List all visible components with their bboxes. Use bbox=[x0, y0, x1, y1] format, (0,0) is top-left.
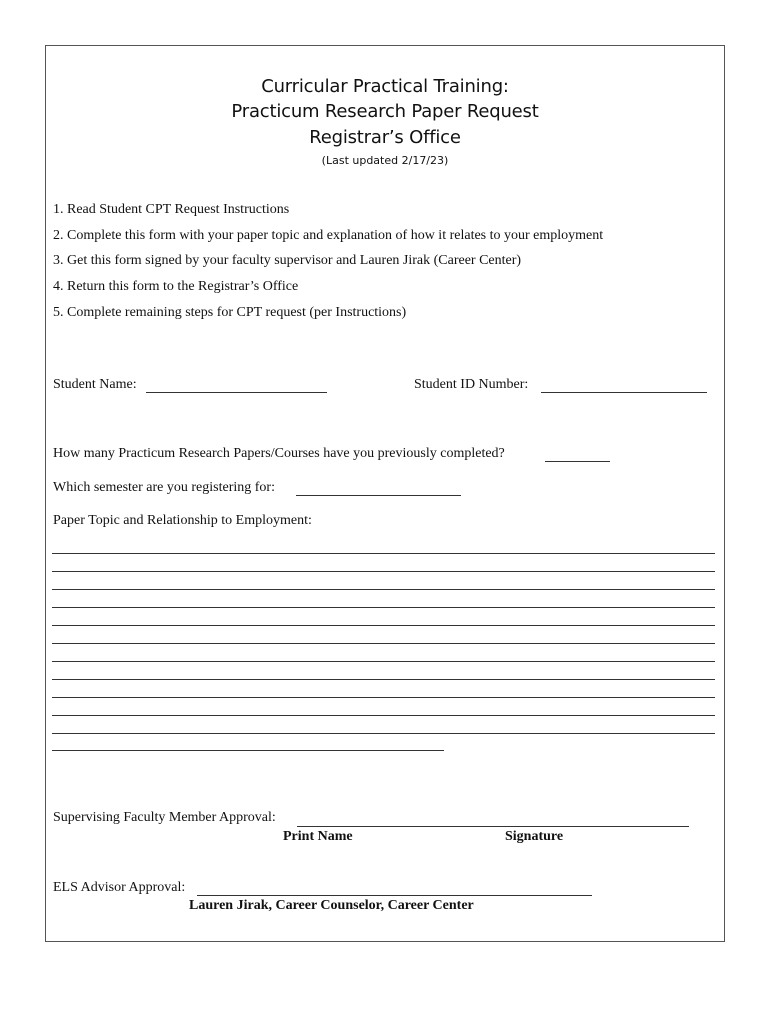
topic-line[interactable] bbox=[52, 733, 715, 734]
semester-label: Which semester are you registering for: bbox=[53, 480, 275, 495]
els-approval-label: ELS Advisor Approval: bbox=[53, 880, 186, 895]
print-name-caption: Print Name bbox=[283, 829, 353, 844]
last-updated-note: (Last updated 2/17/23) bbox=[321, 154, 449, 167]
step-1: 1. Read Student CPT Request Instructions bbox=[53, 202, 290, 217]
topic-line[interactable] bbox=[52, 679, 715, 680]
form-title-line-2: Practicum Research Paper Request bbox=[231, 101, 539, 122]
topic-line[interactable] bbox=[52, 750, 444, 751]
step-4: 4. Return this form to the Registrar’s Office bbox=[53, 279, 299, 294]
faculty-approval-field[interactable] bbox=[297, 826, 689, 827]
step-2: 2. Complete this form with your paper topic and explanation of how it relates to your employment bbox=[53, 228, 604, 243]
els-approval-field[interactable] bbox=[197, 895, 592, 896]
topic-line[interactable] bbox=[52, 607, 715, 608]
topic-label: Paper Topic and Relationship to Employment: bbox=[53, 513, 312, 528]
topic-line[interactable] bbox=[52, 697, 715, 698]
previous-papers-field[interactable] bbox=[545, 461, 610, 462]
els-advisor-name: Lauren Jirak, Career Counselor, Career Center bbox=[189, 898, 474, 913]
semester-field[interactable] bbox=[296, 495, 461, 496]
topic-line[interactable] bbox=[52, 715, 715, 716]
topic-line[interactable] bbox=[52, 589, 715, 590]
student-name-field[interactable] bbox=[146, 392, 327, 393]
faculty-approval-label: Supervising Faculty Member Approval: bbox=[53, 810, 276, 825]
step-3: 3. Get this form signed by your faculty supervisor and Lauren Jirak (Career Center) bbox=[53, 253, 522, 268]
topic-line[interactable] bbox=[52, 553, 715, 554]
topic-line[interactable] bbox=[52, 643, 715, 644]
form-title-line-1: Curricular Practical Training: bbox=[261, 76, 509, 97]
signature-caption: Signature bbox=[505, 829, 564, 844]
student-id-field[interactable] bbox=[541, 392, 707, 393]
form-title-line-3: Registrar’s Office bbox=[309, 127, 461, 148]
topic-line[interactable] bbox=[52, 625, 715, 626]
step-5: 5. Complete remaining steps for CPT request (per Instructions) bbox=[53, 305, 407, 320]
topic-line[interactable] bbox=[52, 661, 715, 662]
student-id-label: Student ID Number: bbox=[414, 377, 529, 392]
previous-papers-label: How many Practicum Research Papers/Courses have you previously completed? bbox=[53, 446, 505, 461]
student-name-label: Student Name: bbox=[53, 377, 137, 392]
topic-line[interactable] bbox=[52, 571, 715, 572]
